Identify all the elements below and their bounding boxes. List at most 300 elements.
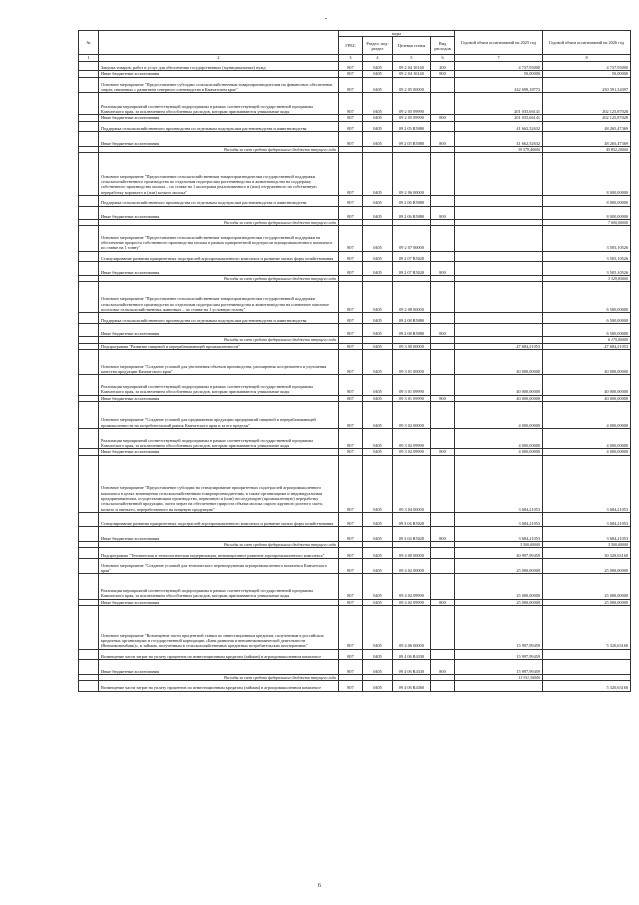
row-name-cell: Поддержка сельскохозяйственного производства по отдельным подотраслям растениеводства и животноводства — [99, 195, 339, 206]
table-row — [79, 61, 631, 71]
row-name-cell: Иные бюджетные ассигнования — [99, 71, 339, 77]
row-target-cell: 09 2 08 R5080 — [393, 313, 431, 324]
row-target-cell: 09 4 00 00000 — [393, 548, 431, 559]
table-row — [79, 226, 631, 251]
row-section-cell: 0405 — [363, 599, 393, 605]
row-no-cell — [79, 93, 99, 115]
row-target-cell: 09 2 08 00000 — [393, 282, 431, 313]
table-row — [79, 558, 631, 574]
row-name-cell: Иные бюджетные ассигнования — [99, 323, 339, 337]
row-section-cell: 0405 — [363, 313, 393, 324]
table-row — [79, 512, 631, 527]
row-name-cell: Иные бюджетные ассигнования — [99, 449, 339, 455]
table-row — [79, 548, 631, 559]
row-no-cell — [79, 649, 99, 660]
row-vol2025-cell: 4 000,00000 — [455, 401, 543, 428]
row-no-cell — [79, 527, 99, 542]
row-type-cell — [431, 429, 455, 449]
row-name-cell: Реализация мероприятий соответствующей подпрограммы в рамках соответствующей государственной программы Камчатского края, за исключением обособленных расходов, которым присваиваются уникальные коды — [99, 429, 339, 449]
row-target-cell: 09 2 04 10140 — [393, 61, 431, 71]
row-no-cell — [79, 429, 99, 449]
row-vol2025-cell: 13 911,30000 — [455, 674, 543, 680]
row-target-cell: 09 2 06 R5080 — [393, 206, 431, 220]
row-vol2026-cell: 3 684,21053 — [543, 527, 631, 542]
row-vol2026-cell: 50,00000 — [543, 71, 631, 77]
row-name-cell: Поддержка сельскохозяйственного производства по отдельным подотраслям растениеводства и животноводства — [99, 313, 339, 324]
row-section-cell: 0405 — [363, 195, 393, 206]
row-no-cell — [79, 660, 99, 675]
row-vol2026-cell: 6 175,00000 — [543, 337, 631, 343]
header-target: Целевая статья — [393, 37, 431, 55]
row-vol2026-cell: 8 000,00000 — [543, 195, 631, 206]
row-gbs-cell: 807 — [339, 153, 363, 196]
row-no-cell — [79, 121, 99, 132]
index-cell: 4 — [363, 55, 393, 61]
table-row — [79, 574, 631, 599]
row-vol2025-cell: 3 684,21053 — [455, 512, 543, 527]
row-vol2026-cell: 6 500,00000 — [543, 313, 631, 324]
row-name-cell: Стимулирование развития приоритетных подотраслей агропромышленного комплекса и развитие малых форм хозяйствования — [99, 251, 339, 262]
row-vol2026-cell: 4 000,00000 — [543, 449, 631, 455]
header-type: Вид расходов — [431, 37, 455, 55]
row-vol2025-cell: 25 000,00000 — [455, 599, 543, 605]
row-name-cell: Реализация мероприятий соответствующей подпрограммы в рамках соответствующей государственной программы Камчатского края, за исключением обособленных расходов, которым присваиваются уникальные коды — [99, 375, 339, 395]
row-vol2026-cell: 4 000,00000 — [543, 401, 631, 428]
row-gbs-cell: 807 — [339, 449, 363, 455]
row-vol2026-cell: 8 000,00000 — [543, 206, 631, 220]
row-section-cell: 0405 — [363, 153, 393, 196]
row-name-cell: Стимулирование развития приоритетных подотраслей агропромышленного комплекса и развитие малых форм хозяйствования — [99, 512, 339, 527]
table-row — [79, 282, 631, 313]
table-row — [79, 350, 631, 375]
budget-table — [78, 30, 631, 692]
row-vol2026-cell: 202 125,87028 — [543, 93, 631, 115]
row-section-cell: 0405 — [363, 71, 393, 77]
table-row — [79, 455, 631, 512]
row-vol2026-cell: 25 000,00000 — [543, 574, 631, 599]
row-name-cell: Основное мероприятие "Создание условий для увеличения объемов производства, расширения ассортимента и улучшения качества продукции Камчатского края" — [99, 350, 339, 375]
row-no-cell — [79, 375, 99, 395]
row-name-cell: Возмещение части затрат на уплату процентов по инвестиционным кредитам (займам) в агропромышленном комплексе — [99, 649, 339, 660]
header-no: № — [79, 31, 99, 55]
row-section-cell: 0405 — [363, 449, 393, 455]
table-row — [79, 77, 631, 93]
row-name-cell: Реализация мероприятий соответствующей подпрограммы в рамках соответствующей государственной программы Камчатского края, за исключением обособленных расходов, которым присваиваются уникальные коды — [99, 93, 339, 115]
row-section-cell: 0405 — [363, 262, 393, 276]
table-header — [79, 31, 631, 62]
row-vol2025-cell — [455, 153, 543, 196]
row-vol2025-cell: 39 579,40000 — [455, 146, 543, 152]
row-vol2025-cell: 25 000,00000 — [455, 558, 543, 574]
row-name-cell: Возмещение части затрат на уплату процентов по инвестиционным кредитам (займам) в агропромышленном комплексе — [99, 681, 339, 692]
row-no-cell — [79, 61, 99, 71]
row-type-cell — [431, 93, 455, 115]
row-vol2025-cell: 41 662,52632 — [455, 121, 543, 132]
table-row — [79, 262, 631, 276]
row-no-cell — [79, 323, 99, 337]
row-type-cell: 800 — [431, 206, 455, 220]
row-no-cell — [79, 574, 99, 599]
row-target-cell: 09 2 05 R5080 — [393, 121, 431, 132]
row-no-cell — [79, 262, 99, 276]
row-vol2026-cell: 250 391,34397 — [543, 77, 631, 93]
row-gbs-cell: 807 — [339, 455, 363, 512]
row-target-cell: 09 4 02 09990 — [393, 599, 431, 605]
row-type-cell: 200 — [431, 61, 455, 71]
row-vol2026-cell: 3 684,21053 — [543, 512, 631, 527]
row-vol2025-cell: 47 684,21053 — [455, 343, 543, 349]
row-no-cell — [79, 132, 99, 147]
row-name-cell: Иные бюджетные ассигнования — [99, 132, 339, 147]
row-name-cell: Иные бюджетные ассигнования — [99, 262, 339, 276]
table-row — [79, 681, 631, 692]
row-gbs-cell: 807 — [339, 548, 363, 559]
row-no-cell — [79, 455, 99, 512]
row-gbs-cell: 807 — [339, 71, 363, 77]
row-vol2025-cell: 25 000,00000 — [455, 574, 543, 599]
table-row — [79, 527, 631, 542]
row-vol2025-cell: 3 500,00000 — [455, 542, 543, 548]
row-vol2025-cell: 41 662,52632 — [455, 132, 543, 147]
row-gbs-cell: 807 — [339, 93, 363, 115]
row-section-cell: 0405 — [363, 350, 393, 375]
row-target-cell: 09 4 02 09990 — [393, 574, 431, 599]
row-vol2025-cell: 242 698,18773 — [455, 77, 543, 93]
row-name-cell: Подпрограмма "Техническая и технологическая модернизация, инновационное развитие агропромышленного комплекса" — [99, 548, 339, 559]
row-target-cell: 09 4 06 R4360 — [393, 681, 431, 692]
row-target-cell: 09 3 00 00000 — [393, 343, 431, 349]
row-type-cell — [431, 282, 455, 313]
index-cell: 8 — [543, 55, 631, 61]
row-section-cell: 0405 — [363, 395, 393, 401]
row-vol2026-cell: 3 505,10526 — [543, 226, 631, 251]
row-name-cell: Основное мероприятие "Предоставление сельскохозяйственным товаропроизводителям государственной поддержки на обеспечение прироста собственного производства молока в рамках приоритетной подотрасли агропромышленного комплекса по ставке на 1 тонну" — [99, 226, 339, 251]
row-no-cell — [79, 195, 99, 206]
row-vol2025-cell: 4 000,00000 — [455, 449, 543, 455]
row-type-cell — [431, 401, 455, 428]
row-section-cell: 0405 — [363, 93, 393, 115]
row-section-cell: 0405 — [363, 455, 393, 512]
row-vol2025-cell — [455, 251, 543, 262]
row-gbs-cell: 807 — [339, 527, 363, 542]
row-target-cell: 09 2 04 10140 — [393, 71, 431, 77]
row-no-cell — [79, 681, 99, 692]
row-section-cell: 0405 — [363, 282, 393, 313]
row-target-cell: 09 3 01 09990 — [393, 375, 431, 395]
row-target-cell: 09 2 05 09990 — [393, 93, 431, 115]
row-target-cell: 09 3 01 09990 — [393, 395, 431, 401]
row-vol2026-cell: 3 329,85000 — [543, 275, 631, 281]
row-name-cell: Расходы за счет средств федерального бюджета текущего года — [99, 220, 339, 226]
row-section-cell: 0405 — [363, 512, 393, 527]
row-section-cell: 0405 — [363, 132, 393, 147]
row-type-cell — [431, 649, 455, 660]
row-vol2026-cell: 5 320,63160 — [543, 605, 631, 649]
row-no-cell — [79, 548, 99, 559]
row-type-cell — [431, 350, 455, 375]
row-vol2026-cell: 47 684,21053 — [543, 343, 631, 349]
table-row — [79, 195, 631, 206]
row-name-cell: Иные бюджетные ассигнования — [99, 395, 339, 401]
row-no-cell — [79, 282, 99, 313]
header-vol2025: Годовой объем ассигнований на 2025 год — [455, 31, 543, 55]
row-name-cell: Подпрограмма "Развитие пищевой и перерабатывающей промышленности" — [99, 343, 339, 349]
table-row — [79, 429, 631, 449]
row-section-cell: 0405 — [363, 527, 393, 542]
row-gbs-cell: 807 — [339, 132, 363, 147]
table-row — [79, 251, 631, 262]
row-vol2025-cell: 15 997,99459 — [455, 605, 543, 649]
row-gbs-cell: 807 — [339, 401, 363, 428]
row-gbs-cell: 807 — [339, 343, 363, 349]
table-row — [79, 206, 631, 220]
row-type-cell: 800 — [431, 599, 455, 605]
header-gbs: ГРБС — [339, 37, 363, 55]
row-type-cell — [431, 512, 455, 527]
row-name-cell: Расходы за счет средств федерального бюджета текущего года — [99, 146, 339, 152]
row-section-cell: 0405 — [363, 206, 393, 220]
row-target-cell: 09 4 06 R4330 — [393, 649, 431, 660]
row-vol2025-cell: 40 000,00000 — [455, 350, 543, 375]
row-type-cell — [431, 574, 455, 599]
row-type-cell — [431, 251, 455, 262]
row-type-cell: 800 — [431, 132, 455, 147]
row-vol2025-cell: 201 035,66141 — [455, 93, 543, 115]
row-vol2025-cell: 15 997,99459 — [455, 660, 543, 675]
row-section-cell: 0405 — [363, 574, 393, 599]
row-gbs-cell: 807 — [339, 77, 363, 93]
row-target-cell: 09 3 04 R5020 — [393, 512, 431, 527]
row-vol2026-cell: 25 000,00000 — [543, 558, 631, 574]
row-name-cell: Основное мероприятие "Предоставление субсидии на стимулирование приоритетных подотраслей агропромышленного комплекса в целях возмещения сельскохозяйственным товаропроизводителям, в также организациям и индивидуальным предпринимателям, осуществляющим производство, первичную и (или) последующую (промышленную) переработку сельскохозяйственной продукции, части затрат на обеспечение прироста объема молока сырого крупного рогатого скота, козьего и овечьего, переработанного на пищевую продукцию" — [99, 455, 339, 512]
row-gbs-cell: 807 — [339, 599, 363, 605]
row-target-cell: 09 2 05 00000 — [393, 77, 431, 93]
row-name-cell: Иные бюджетные ассигнования — [99, 599, 339, 605]
row-vol2025-cell: 3 684,21053 — [455, 527, 543, 542]
row-name-cell: Иные бюджетные ассигнования — [99, 527, 339, 542]
row-no-cell — [79, 558, 99, 574]
row-type-cell: 800 — [431, 262, 455, 276]
row-target-cell: 09 2 07 R5020 — [393, 262, 431, 276]
row-vol2026-cell: 48 265,47369 — [543, 121, 631, 132]
row-vol2026-cell — [543, 660, 631, 675]
index-cell: 5 — [393, 55, 431, 61]
row-name-cell: Основное мероприятие "Возмещение части процентной ставки по инвестиционным кредитам, полученным в российских кредитных организациях и государственной корпорации «Банк развития и внешнеэкономической деятельности (Внешэкономбанк)», и займам, полученным в сельскохозяйственных кредитных потребительских кооперативах" — [99, 605, 339, 649]
row-target-cell: 09 2 05 R5080 — [393, 132, 431, 147]
row-gbs-cell: 807 — [339, 681, 363, 692]
row-name-cell: Реализация мероприятий соответствующей подпрограммы в рамках соответствующей государственной программы Камчатского края, за исключением обособленных расходов, которым присваиваются уникальные коды — [99, 574, 339, 599]
row-gbs-cell: 807 — [339, 251, 363, 262]
header-name — [99, 31, 339, 55]
index-cell: 7 — [455, 55, 543, 61]
row-gbs-cell: 807 — [339, 206, 363, 220]
row-target-cell: 09 3 04 00000 — [393, 455, 431, 512]
row-vol2026-cell: 3 500,00000 — [543, 542, 631, 548]
row-vol2025-cell: 40 000,00000 — [455, 375, 543, 395]
row-type-cell: 800 — [431, 527, 455, 542]
row-target-cell: 09 3 04 R5020 — [393, 527, 431, 542]
row-target-cell: 09 4 06 R4330 — [393, 660, 431, 675]
row-type-cell: 800 — [431, 449, 455, 455]
row-gbs-cell: 807 — [339, 313, 363, 324]
row-type-cell — [431, 226, 455, 251]
row-vol2026-cell: 202 125,87028 — [543, 115, 631, 121]
row-no-cell — [79, 313, 99, 324]
row-name-cell: Основное мероприятие "Предоставление сельскохозяйственным товаропроизводителям государственной поддержки сельскохозяйственного производства по отдельным подотраслям растениеводства и животноводства на племенное маточное поголовье сельскохозяйственных животных – по ставке на 1 условную голову" — [99, 282, 339, 313]
table-row — [79, 649, 631, 660]
row-no-cell — [79, 401, 99, 428]
row-target-cell: 09 2 06 R5080 — [393, 195, 431, 206]
row-target-cell: 09 3 01 00000 — [393, 350, 431, 375]
row-type-cell: 800 — [431, 115, 455, 121]
row-type-cell — [431, 153, 455, 196]
row-gbs-cell: 807 — [339, 350, 363, 375]
row-vol2026-cell: 40 000,00000 — [543, 350, 631, 375]
row-type-cell — [431, 313, 455, 324]
row-vol2025-cell — [455, 681, 543, 692]
row-vol2025-cell: 15 997,99459 — [455, 649, 543, 660]
row-name-cell: Расходы за счет средств федерального бюджета текущего года — [99, 674, 339, 680]
row-vol2026-cell: 6 500,00000 — [543, 282, 631, 313]
document-sheet — [78, 30, 630, 692]
row-section-cell: 0405 — [363, 605, 393, 649]
row-vol2026-cell: 40 000,00000 — [543, 395, 631, 401]
row-name-cell: Поддержка сельскохозяйственного производства по отдельным подотраслям растениеводства и животноводства — [99, 121, 339, 132]
row-name-cell: Основное мероприятие "Создание условий для продвижения продукции предприятий пищевой и перерабатывающей промышленности на потребительский рынок Камчатского края и за его пределы" — [99, 401, 339, 428]
row-vol2026-cell: 25 000,00000 — [543, 599, 631, 605]
row-gbs-cell: 807 — [339, 660, 363, 675]
row-vol2025-cell — [455, 226, 543, 251]
row-gbs-cell: 807 — [339, 395, 363, 401]
row-type-cell — [431, 558, 455, 574]
row-vol2026-cell: 4 737,95000 — [543, 61, 631, 71]
row-type-cell — [431, 375, 455, 395]
row-gbs-cell: 807 — [339, 323, 363, 337]
table-row — [79, 323, 631, 337]
row-type-cell — [431, 121, 455, 132]
row-section-cell: 0405 — [363, 401, 393, 428]
index-cell: 6 — [431, 55, 455, 61]
row-vol2026-cell: 7 600,00000 — [543, 220, 631, 226]
row-section-cell: 0405 — [363, 429, 393, 449]
row-gbs-cell: 807 — [339, 558, 363, 574]
row-no-cell — [79, 206, 99, 220]
row-gbs-cell: 807 — [339, 375, 363, 395]
row-vol2025-cell — [455, 313, 543, 324]
row-target-cell: 09 2 08 R5080 — [393, 323, 431, 337]
row-vol2026-cell: 5 320,63160 — [543, 681, 631, 692]
row-section-cell: 0405 — [363, 251, 393, 262]
table-row — [79, 132, 631, 147]
row-vol2025-cell: 3 684,21053 — [455, 455, 543, 512]
row-target-cell: 09 2 07 R5020 — [393, 251, 431, 262]
row-vol2025-cell: 4 000,00000 — [455, 429, 543, 449]
row-vol2026-cell: 3 505,10526 — [543, 251, 631, 262]
row-type-cell: 800 — [431, 71, 455, 77]
row-target-cell: 09 2 05 09990 — [393, 115, 431, 121]
row-no-cell — [79, 512, 99, 527]
index-cell: 2 — [99, 55, 339, 61]
row-name-cell: Закупка товаров, работ и услуг для обеспечения государственных (муниципальных) нужд — [99, 61, 339, 71]
row-target-cell: 09 3 02 09990 — [393, 429, 431, 449]
row-vol2026-cell: 48 265,47369 — [543, 132, 631, 147]
table-row — [79, 313, 631, 324]
row-gbs-cell: 807 — [339, 195, 363, 206]
row-gbs-cell: 807 — [339, 262, 363, 276]
row-section-cell: 0405 — [363, 343, 393, 349]
row-no-cell — [79, 226, 99, 251]
row-vol2025-cell — [455, 282, 543, 313]
row-no-cell — [79, 605, 99, 649]
row-section-cell: 0405 — [363, 375, 393, 395]
row-gbs-cell: 807 — [339, 121, 363, 132]
table-row — [79, 375, 631, 395]
table-row — [79, 153, 631, 196]
index-cell: 1 — [79, 55, 99, 61]
row-type-cell: 800 — [431, 395, 455, 401]
row-name-cell: Иные бюджетные ассигнования — [99, 115, 339, 121]
row-gbs-cell: 807 — [339, 226, 363, 251]
table-body — [79, 61, 631, 691]
table-row — [79, 660, 631, 675]
row-type-cell — [431, 548, 455, 559]
row-section-cell: 0405 — [363, 121, 393, 132]
table-row — [79, 121, 631, 132]
row-gbs-cell: 807 — [339, 115, 363, 121]
row-name-cell: Основное мероприятие "Создание условий для технического перевооружения агропромышленного комплекса Камчатского края" — [99, 558, 339, 574]
row-vol2026-cell: 6 500,00000 — [543, 323, 631, 337]
row-vol2026-cell: 40 000,00000 — [543, 375, 631, 395]
row-type-cell — [431, 605, 455, 649]
row-type-cell — [431, 77, 455, 93]
row-vol2025-cell — [455, 323, 543, 337]
row-name-cell: Расходы за счет средств федерального бюджета текущего года — [99, 337, 339, 343]
row-section-cell: 0405 — [363, 61, 393, 71]
row-name-cell: Иные бюджетные ассигнования — [99, 206, 339, 220]
table-row — [79, 93, 631, 115]
row-vol2026-cell — [543, 649, 631, 660]
row-section-cell: 0405 — [363, 681, 393, 692]
row-vol2026-cell: 3 684,21053 — [543, 455, 631, 512]
row-vol2026-cell: 4 000,00000 — [543, 429, 631, 449]
row-vol2026-cell: 30 320,63160 — [543, 548, 631, 559]
header-codes: коды — [339, 31, 455, 37]
row-vol2025-cell: 4 737,95000 — [455, 61, 543, 71]
row-target-cell: 09 3 02 09990 — [393, 449, 431, 455]
row-type-cell — [431, 455, 455, 512]
row-gbs-cell: 807 — [339, 605, 363, 649]
row-vol2025-cell — [455, 206, 543, 220]
row-target-cell: 09 4 02 00000 — [393, 558, 431, 574]
header-vol2026: Годовой объем ассигнований на 2026 год — [543, 31, 631, 55]
row-type-cell: 800 — [431, 660, 455, 675]
row-no-cell — [79, 77, 99, 93]
row-vol2025-cell — [455, 262, 543, 276]
header-section: Раздел, под-раздел — [363, 37, 393, 55]
row-gbs-cell: 807 — [339, 429, 363, 449]
row-name-cell: Расходы за счет средств федерального бюджета текущего года — [99, 542, 339, 548]
row-no-cell — [79, 350, 99, 375]
table-row — [79, 401, 631, 428]
row-name-cell: Основное мероприятие "Предоставление субсидии сельскохозяйственным товаропроизводителям на финансовое обеспечение затрат, связанных с развитием северного оленеводства в Камчатском крае" — [99, 77, 339, 93]
row-target-cell: 09 2 06 00000 — [393, 153, 431, 196]
row-type-cell: 800 — [431, 323, 455, 337]
row-gbs-cell: 807 — [339, 574, 363, 599]
row-type-cell — [431, 195, 455, 206]
row-gbs-cell: 807 — [339, 282, 363, 313]
row-no-cell — [79, 251, 99, 262]
row-vol2025-cell: 40 997,99459 — [455, 548, 543, 559]
